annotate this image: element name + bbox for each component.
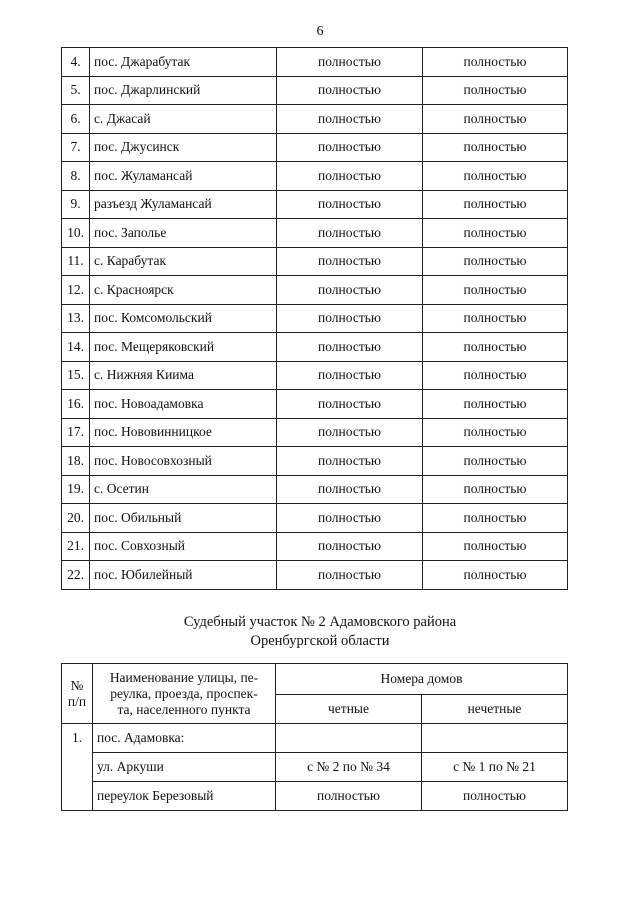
street-name: переулок Березовый [93, 782, 276, 811]
settlement-name: пос. Юбилейный [90, 561, 277, 590]
table-row [62, 247, 568, 276]
table-row [62, 753, 568, 782]
row-number: 9. [62, 190, 90, 219]
even-houses: полностью [277, 48, 423, 77]
even-houses: полностью [277, 504, 423, 533]
row-number: 15. [62, 361, 90, 390]
table-row [62, 475, 568, 504]
even-houses: полностью [277, 390, 423, 419]
settlement-name: пос. Новосовхозный [90, 447, 277, 476]
settlement-name: пос. Джарабутак [90, 48, 277, 77]
odd-houses: полностью [423, 304, 568, 333]
header-name-line-3: та, населенного пункта [117, 701, 251, 717]
table-row [62, 561, 568, 590]
even-houses: полностью [277, 475, 423, 504]
even-houses: полностью [277, 276, 423, 305]
row-number: 5. [62, 76, 90, 105]
even-houses: полностью [276, 782, 422, 811]
odd-houses: полностью [423, 219, 568, 248]
header-number-line-2: п/п [67, 693, 87, 709]
row-number: 13. [62, 304, 90, 333]
settlement-name: пос. Обильный [90, 504, 277, 533]
even-houses: полностью [277, 247, 423, 276]
even-houses: полностью [277, 418, 423, 447]
settlement-name: с. Красноярск [90, 276, 277, 305]
table-row [62, 504, 568, 533]
settlement-name: пос. Комсомольский [90, 304, 277, 333]
row-number: 19. [62, 475, 90, 504]
table-row [62, 304, 568, 333]
odd-houses: полностью [423, 162, 568, 191]
odd-houses: полностью [423, 247, 568, 276]
settlement-name: пос. Нововинницкое [90, 418, 277, 447]
header-odd: нечетные [422, 695, 568, 724]
header-name-line-1: Наименование улицы, пе- [109, 669, 259, 685]
row-number: 4. [62, 48, 90, 77]
row-number: 10. [62, 219, 90, 248]
settlement-name: пос. Совхозный [90, 532, 277, 561]
table-row [62, 418, 568, 447]
row-number: 8. [62, 162, 90, 191]
settlement-name: с. Карабутак [90, 247, 277, 276]
table-row [62, 276, 568, 305]
settlement-name: пос. Джарлинский [90, 76, 277, 105]
odd-houses: полностью [423, 390, 568, 419]
odd-houses [422, 724, 568, 753]
even-houses: полностью [277, 304, 423, 333]
page-number: 6 [316, 24, 324, 39]
even-houses: полностью [277, 361, 423, 390]
odd-houses: полностью [423, 532, 568, 561]
settlement-name: пос. Жуламансай [90, 162, 277, 191]
settlement-name: пос. Заполье [90, 219, 277, 248]
even-houses: полностью [277, 190, 423, 219]
section-title [0, 613, 640, 651]
odd-houses: с № 1 по № 21 [422, 753, 568, 782]
even-houses: полностью [277, 447, 423, 476]
header-house-numbers: Номера домов [276, 664, 568, 695]
settlement-name: пос. Мещеряковский [90, 333, 277, 362]
row-number: 14. [62, 333, 90, 362]
even-houses: полностью [277, 219, 423, 248]
odd-houses: полностью [423, 504, 568, 533]
table-row [62, 76, 568, 105]
settlements-table [61, 47, 568, 590]
section-title-line-2: Оренбургской области [250, 633, 390, 649]
odd-houses: полностью [423, 447, 568, 476]
row-number: 16. [62, 390, 90, 419]
table-row [62, 162, 568, 191]
settlement-name: с. Джасай [90, 105, 277, 134]
even-houses: полностью [277, 105, 423, 134]
even-houses [276, 724, 422, 753]
odd-houses: полностью [423, 133, 568, 162]
row-number: 12. [62, 276, 90, 305]
row-number: 21. [62, 532, 90, 561]
settlement-name: с. Осетин [90, 475, 277, 504]
odd-houses: полностью [423, 276, 568, 305]
row-number: 17. [62, 418, 90, 447]
even-houses: полностью [277, 162, 423, 191]
table-row [62, 532, 568, 561]
odd-houses: полностью [423, 333, 568, 362]
table-row [62, 48, 568, 77]
header-name-line-2: реулка, проезда, проспек- [110, 685, 258, 701]
table-row [62, 105, 568, 134]
street-name: ул. Аркуши [93, 753, 276, 782]
settlement-name: пос. Новоадамовка [90, 390, 277, 419]
settlement-name: разъезд Жуламансай [90, 190, 277, 219]
row-number: 6. [62, 105, 90, 134]
street-name: пос. Адамовка: [93, 724, 276, 753]
header-name [93, 664, 276, 724]
row-number: 20. [62, 504, 90, 533]
header-number-line-1: № [70, 677, 84, 693]
header-number [62, 664, 93, 724]
even-houses: полностью [277, 561, 423, 590]
row-number: 7. [62, 133, 90, 162]
table-row [62, 361, 568, 390]
even-houses: полностью [277, 76, 423, 105]
odd-houses: полностью [423, 418, 568, 447]
odd-houses: полностью [423, 76, 568, 105]
even-houses: с № 2 по № 34 [276, 753, 422, 782]
row-number: 1. [62, 724, 93, 811]
table-row [62, 724, 568, 753]
header-row [62, 664, 568, 695]
odd-houses: полностью [423, 190, 568, 219]
row-number: 11. [62, 247, 90, 276]
row-number: 18. [62, 447, 90, 476]
odd-houses: полностью [423, 105, 568, 134]
section-title-line-1: Судебный участок № 2 Адамовского района [183, 614, 457, 630]
even-houses: полностью [277, 333, 423, 362]
table-row [62, 333, 568, 362]
odd-houses: полностью [423, 48, 568, 77]
table-row [62, 133, 568, 162]
table-row [62, 190, 568, 219]
odd-houses: полностью [423, 361, 568, 390]
table-row [62, 390, 568, 419]
settlement-name: пос. Джусинск [90, 133, 277, 162]
odd-houses: полностью [423, 561, 568, 590]
row-number: 22. [62, 561, 90, 590]
table-row [62, 447, 568, 476]
even-houses: полностью [277, 532, 423, 561]
odd-houses: полностью [422, 782, 568, 811]
even-houses: полностью [277, 133, 423, 162]
table-row [62, 219, 568, 248]
header-even: четные [276, 695, 422, 724]
odd-houses: полностью [423, 475, 568, 504]
table-row [62, 782, 568, 811]
settlement-name: с. Нижняя Киима [90, 361, 277, 390]
streets-table [61, 663, 568, 811]
